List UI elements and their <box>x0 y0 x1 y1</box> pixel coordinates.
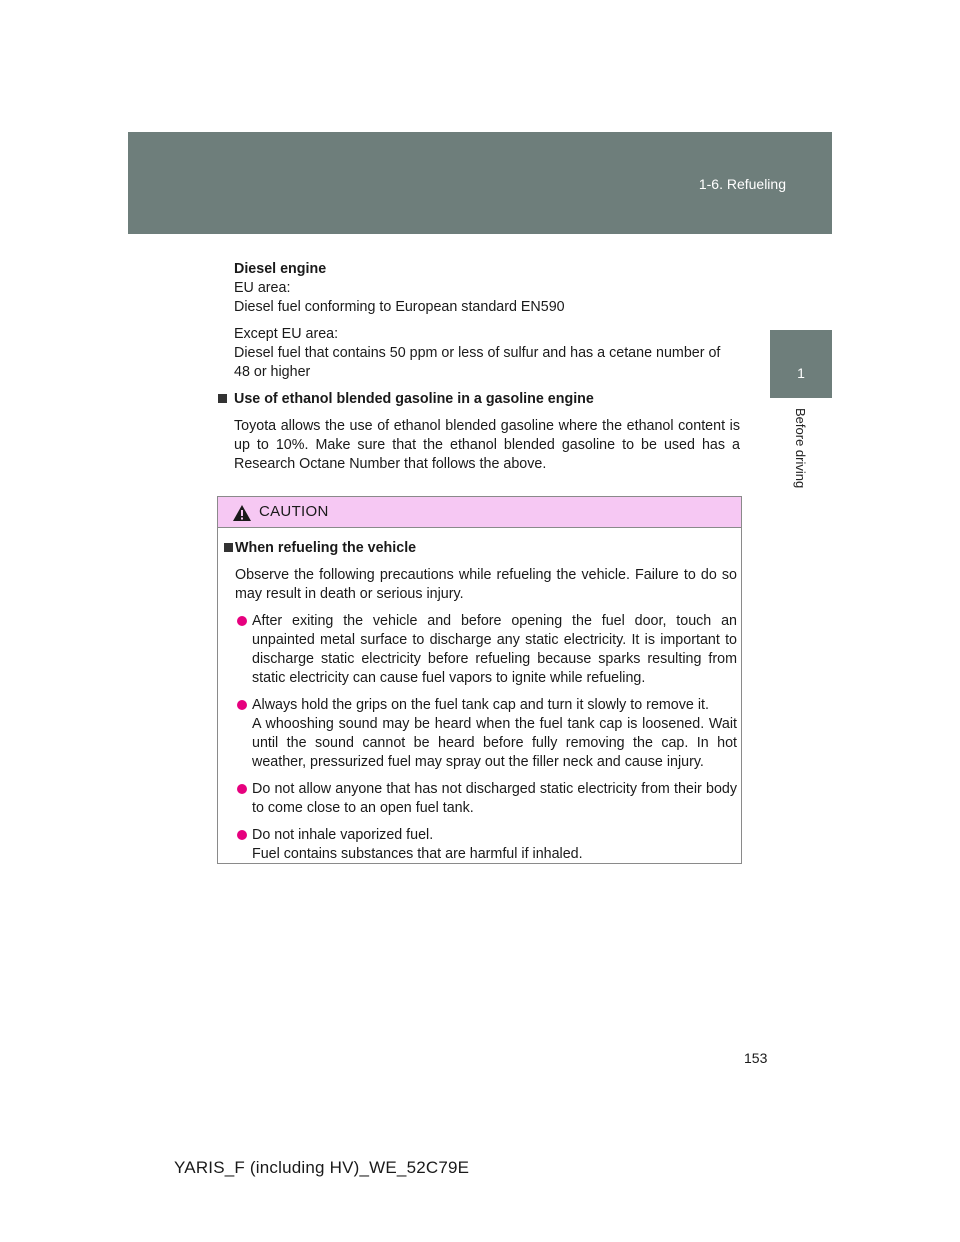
caution-bullet-item <box>235 696 737 772</box>
ethanol-heading <box>234 390 740 409</box>
warning-triangle-icon <box>232 504 252 522</box>
caution-bullet-text: Do not allow anyone that has not discharged static electricity from their body to come close to an open fuel tank. <box>252 781 737 816</box>
caution-bullet-text: After exiting the vehicle and before opening the fuel door, touch an unpainted metal surface to discharge any static electricity. It is important to discharge static electricity before refueling because sparks resulting from static electricity can cause fuel vapors to ignite while refueling. <box>252 613 737 686</box>
chapter-label: Before driving <box>793 408 808 489</box>
non-eu-label: Except EU area: <box>234 326 339 342</box>
caution-box <box>217 496 742 864</box>
caution-bullet-text: A whooshing sound may be heard when the fuel tank cap is loosened. Wait until the sound cannot be heard before fully removing the cap. In hot weather, pressurized fuel may spray out the filler neck and cause injury. <box>252 716 737 770</box>
chapter-tab <box>770 330 832 398</box>
non-eu-text: Diesel fuel that contains 50 ppm or less of sulfur and has a cetane number of 48 or higher <box>234 345 721 380</box>
eu-text: Diesel fuel conforming to European standard EN590 <box>234 299 565 315</box>
caution-bullet-item <box>235 780 737 818</box>
header-band <box>128 132 832 234</box>
bullet-dot-icon <box>237 784 247 794</box>
square-bullet-icon <box>218 394 227 403</box>
page-number: 153 <box>744 1050 768 1066</box>
caution-bullet-item <box>235 826 737 864</box>
square-bullet-icon <box>224 543 233 552</box>
bullet-dot-icon <box>237 830 247 840</box>
caution-heading-text: When refueling the vehicle <box>235 540 417 556</box>
bullet-dot-icon <box>237 616 247 626</box>
ethanol-heading-text: Use of ethanol blended gasoline in a gasoline engine <box>234 391 594 407</box>
caution-bullet-list <box>235 612 737 864</box>
document-id: YARIS_F (including HV)_WE_52C79E <box>174 1158 470 1177</box>
caution-intro: Observe the following precautions while refueling the vehicle. Failure to do so may result in death or serious injury. <box>235 567 737 602</box>
caution-bullet-item <box>235 612 737 688</box>
caution-body <box>235 539 737 864</box>
caution-bullet-text: Do not inhale vaporized fuel. <box>252 827 434 843</box>
section-title: 1-6. Refueling <box>698 176 786 192</box>
caution-heading <box>235 539 737 558</box>
main-content <box>234 260 740 474</box>
caution-bullet-text: Fuel contains substances that are harmful if inhaled. <box>252 846 583 862</box>
diesel-heading: Diesel engine <box>234 261 327 277</box>
caution-title: CAUTION <box>259 503 329 520</box>
caution-bullet-text: Always hold the grips on the fuel tank cap and turn it slowly to remove it. <box>252 697 709 713</box>
eu-label: EU area: <box>234 280 291 296</box>
caution-header <box>218 497 741 528</box>
ethanol-text: Toyota allows the use of ethanol blended gasoline where the ethanol content is up to 10%. Make sure that the ethanol blended gasoline to be used has a Research Octane Number that follows the above. <box>234 418 740 472</box>
bullet-dot-icon <box>237 700 247 710</box>
chapter-number: 1 <box>797 365 805 381</box>
